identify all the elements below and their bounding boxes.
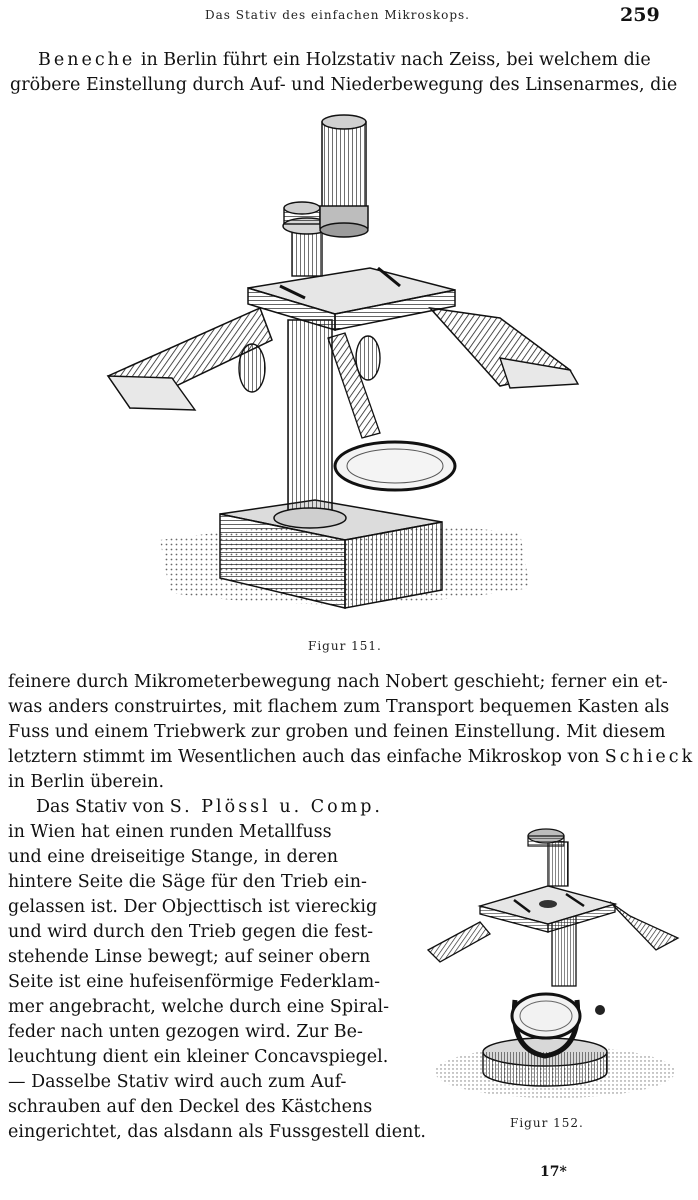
running-header: Das Stativ des einfachen Mikroskops. (205, 8, 470, 22)
text-line: Das Stativ von S. Plössl u. Comp. (36, 797, 383, 817)
text-line: in Berlin überein. (8, 772, 165, 792)
page-number: 259 (620, 4, 660, 26)
microscope-engraving-151 (100, 108, 590, 628)
figure-152-microscope-illustration (420, 820, 690, 1110)
text-line: Seite ist eine hufeisenförmige Federklam- (8, 972, 381, 992)
paragraph-feinere (8, 670, 696, 795)
text-line: schrauben auf den Deckel des Kästchens (8, 1097, 373, 1117)
text-line: — Dasselbe Stativ wird auch zum Auf- (8, 1072, 347, 1092)
figure-152-caption: Figur 152. (510, 1116, 584, 1130)
text-line: und wird durch den Trieb gegen die fest- (8, 922, 374, 942)
text-line: gröbere Einstellung durch Auf- und Niederbewegung des Linsenarmes, die (10, 75, 678, 95)
text-line: Beneche in Berlin führt ein Holzstativ nach Zeiss, bei welchem die (38, 50, 651, 70)
text-line: Fuss und einem Triebwerk zur groben und feinen Einstellung. Mit diesem (8, 722, 666, 742)
text-line: was anders construirtes, mit flachem zum Transport bequemen Kasten als (8, 697, 670, 717)
text-line: eingerichtet, das alsdann als Fussgestell dient. (8, 1122, 426, 1142)
printer-signature: 17* (540, 1164, 567, 1180)
figure-151-microscope-illustration (100, 108, 590, 628)
paragraph-ploessl (8, 795, 426, 1145)
text-line: stehende Linse bewegt; auf seiner obern (8, 947, 371, 967)
text-line: feder nach unten gezogen wird. Zur Be- (8, 1022, 363, 1042)
paragraph-beneche (10, 48, 682, 98)
figure-151-caption: Figur 151. (308, 639, 382, 653)
text-line: leuchtung dient ein kleiner Concavspiegel. (8, 1047, 389, 1067)
text-line: in Wien hat einen runden Metallfuss (8, 822, 332, 842)
text-line: und eine dreiseitige Stange, in deren (8, 847, 339, 867)
spaced-name: Beneche (38, 50, 136, 70)
text-line: feinere durch Mikrometerbewegung nach Nobert geschieht; ferner ein et- (8, 672, 668, 692)
text-line: mer angebracht, welche durch eine Spiral- (8, 997, 390, 1017)
text-line: letztern stimmt im Wesentlichen auch das einfache Mikroskop von Schieck (8, 747, 696, 767)
microscope-engraving-152 (420, 820, 690, 1110)
text-line: hintere Seite die Säge für den Trieb ein- (8, 872, 367, 892)
spaced-name: S. Plössl u. Comp. (169, 797, 383, 817)
text-line: gelassen ist. Der Objecttisch ist viereckig (8, 897, 378, 917)
spaced-name: Schieck (604, 747, 696, 767)
